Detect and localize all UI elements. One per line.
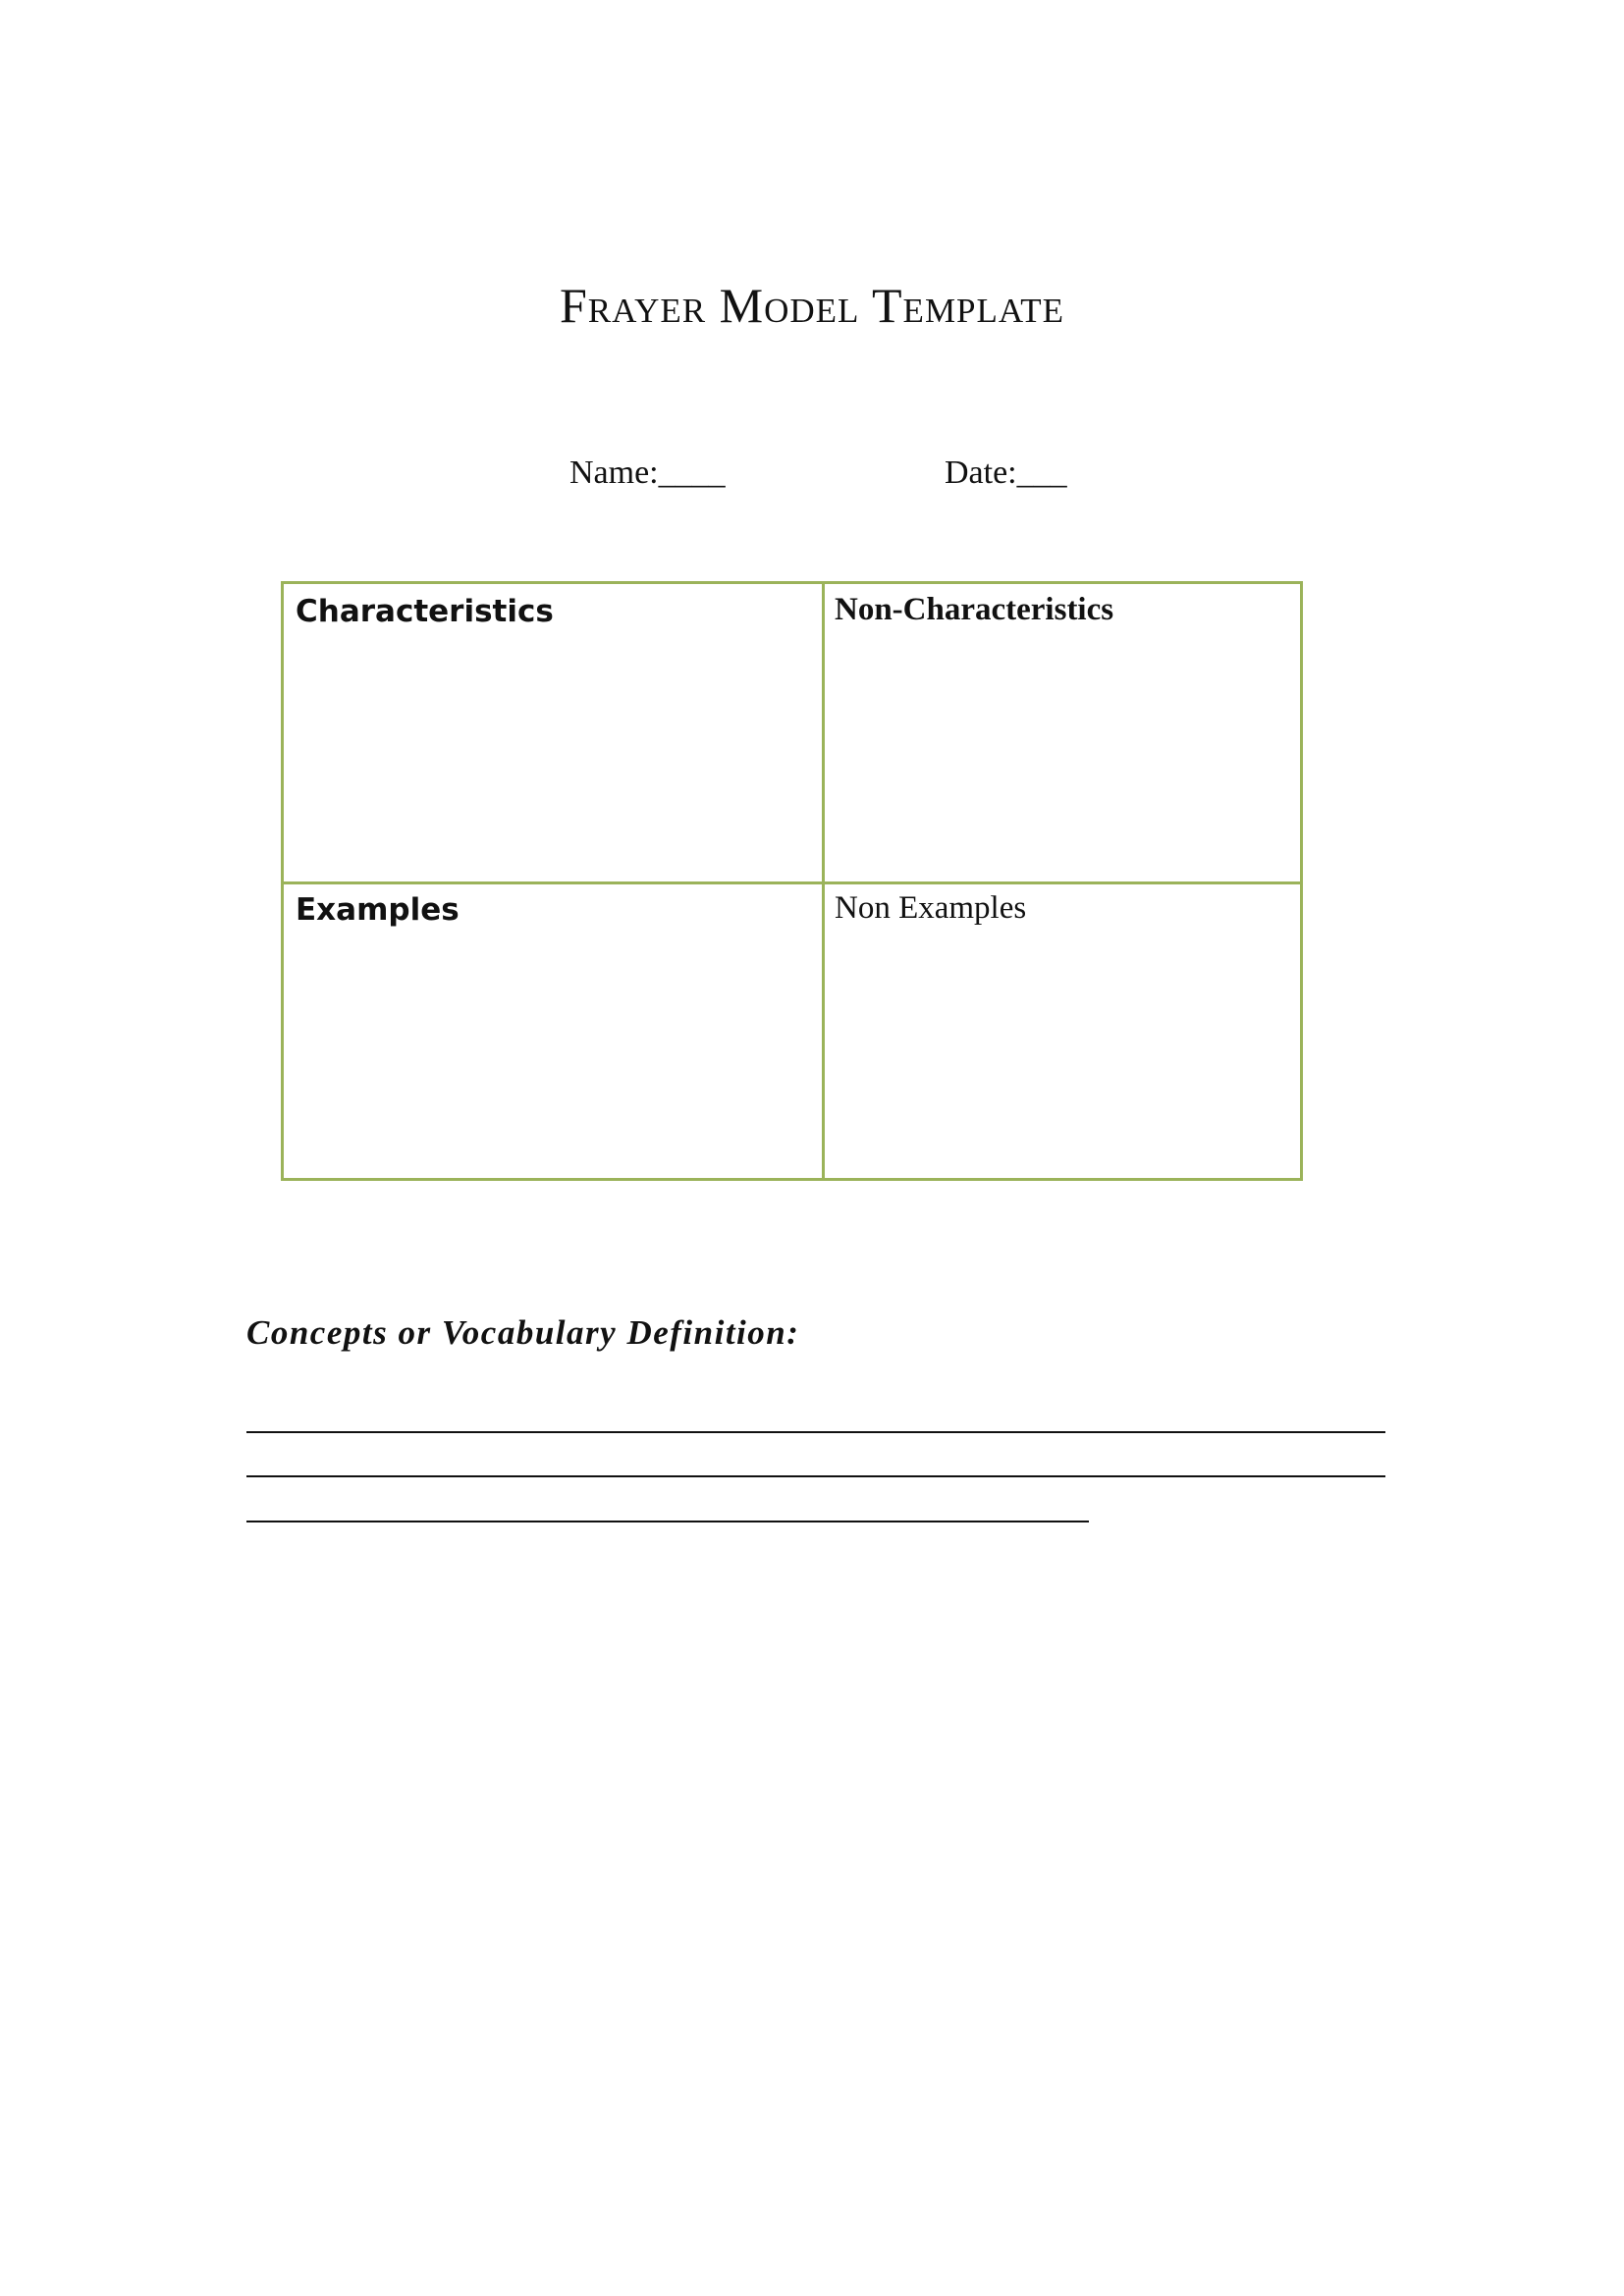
definition-answer-line[interactable] [246, 1431, 1385, 1433]
non-examples-label: Non Examples [835, 890, 1027, 926]
frayer-model-grid [281, 581, 1303, 1181]
grid-divider-horizontal [284, 881, 1300, 884]
non-characteristics-label: Non-Characteristics [835, 592, 1114, 627]
date-field[interactable]: Date:___ [945, 454, 1067, 491]
page-title: Frayer Model Template [559, 278, 1065, 333]
definition-answer-line[interactable] [246, 1521, 1089, 1522]
characteristics-label: Characteristics [296, 594, 554, 629]
examples-label: Examples [296, 892, 460, 928]
definition-label: Concepts or Vocabulary Definition: [246, 1313, 800, 1352]
definition-answer-line[interactable] [246, 1475, 1385, 1477]
name-field[interactable]: Name:____ [569, 454, 726, 491]
